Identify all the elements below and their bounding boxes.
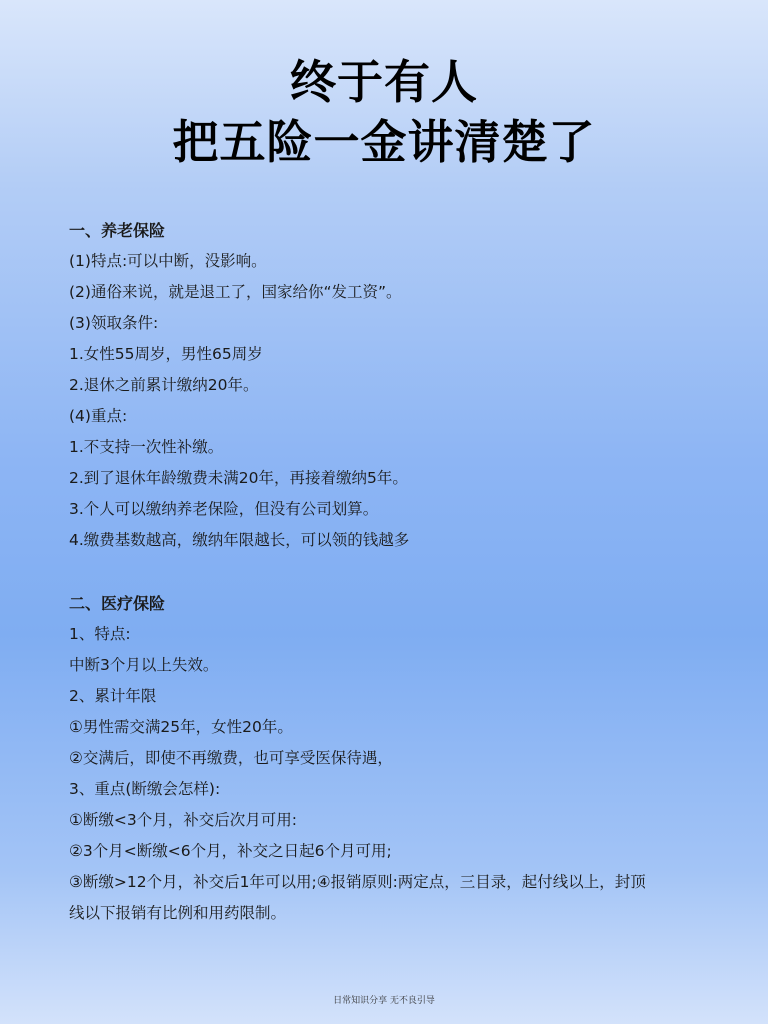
page-title-line-1: 终于有人 [290, 55, 478, 109]
text-line: 2、累计年限 [69, 687, 157, 705]
text-line: ②3个月<断缴<6个月，补交之日起6个月可用; [69, 842, 392, 860]
text-line: 2.退休之前累计缴纳20年。 [69, 376, 259, 394]
text-line: (4)重点: [69, 407, 128, 425]
text-line: 线以下报销有比例和用药限制。 [69, 904, 287, 922]
section-pension-insurance [69, 215, 709, 556]
text-line: 2.到了退休年龄缴费未满20年，再接着缴纳5年。 [69, 469, 408, 487]
section-medical-insurance [69, 588, 709, 929]
text-line: ③断缴>12个月，补交后1年可以用;④报销原则:两定点，三目录，起付线以上，封顶 [69, 873, 646, 891]
section-heading: 一、养老保险 [69, 221, 166, 240]
section-heading: 二、医疗保险 [69, 594, 166, 613]
text-line: 1.女性55周岁，男性65周岁 [69, 345, 263, 363]
text-line: 1、特点: [69, 625, 131, 643]
text-line: (1)特点:可以中断，没影响。 [69, 252, 267, 270]
text-line: ②交满后，即使不再缴费，也可享受医保待遇， [69, 749, 393, 767]
text-line: ①断缴<3个月，补交后次月可用: [69, 811, 297, 829]
footer-note: 日常知识分享 无不良引导 [333, 996, 435, 1006]
text-line: 4.缴费基数越高，缴纳年限越长，可以领的钱越多 [69, 531, 410, 549]
text-line: (3)领取条件: [69, 314, 159, 332]
text-line: 中断3个月以上失效。 [69, 656, 219, 674]
text-line: 1.不支持一次性补缴。 [69, 438, 224, 456]
text-line: (2)通俗来说，就是退工了，国家给你“发工资”。 [69, 283, 402, 301]
text-line: 3、重点(断缴会怎样): [69, 780, 221, 798]
page-title-line-2: 把五险一金讲清楚了 [172, 115, 596, 169]
text-line: ①男性需交满25年，女性20年。 [69, 718, 293, 736]
text-line: 3.个人可以缴纳养老保险，但没有公司划算。 [69, 500, 379, 518]
